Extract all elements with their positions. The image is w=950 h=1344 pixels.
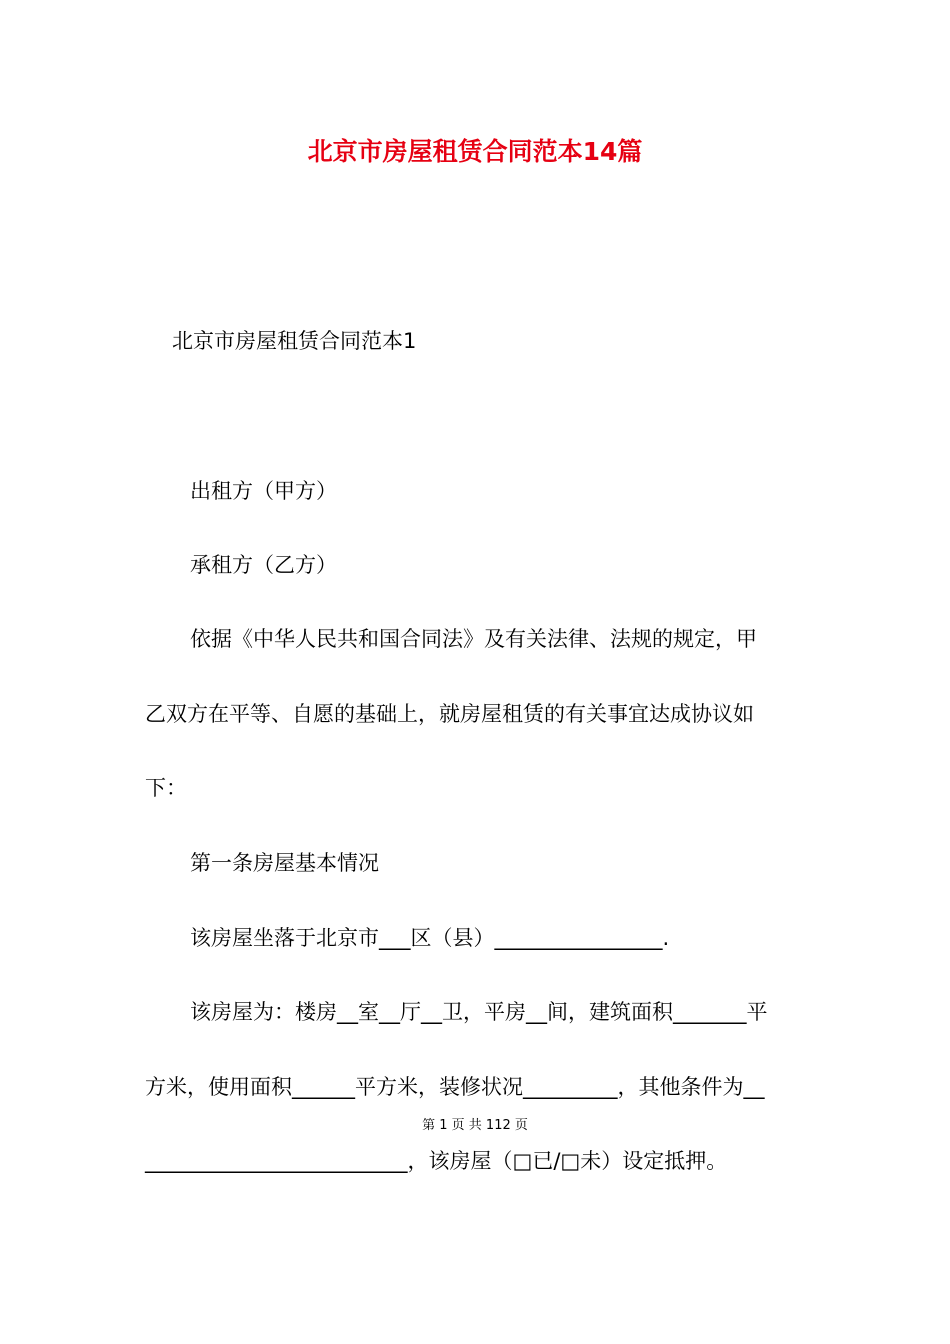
preamble-line-3: 下： bbox=[145, 776, 187, 800]
lessor-label: 出租方（甲方） bbox=[190, 479, 337, 503]
preamble-line-2: 乙双方在平等、自愿的基础上，就房屋租赁的有关事宜达成协议如 bbox=[145, 702, 754, 726]
house-desc-line-3: _________________________，该房屋（□已/□未）设定抵押。 bbox=[145, 1149, 728, 1173]
lessee-label: 承租方（乙方） bbox=[190, 553, 337, 577]
section-heading: 北京市房屋租赁合同范本1 bbox=[172, 329, 417, 353]
house-desc-line-1: 该房屋为：楼房__室__厅__卫，平房__间，建筑面积_______平 bbox=[190, 1000, 768, 1024]
article-1-title: 第一条房屋基本情况 bbox=[190, 851, 379, 875]
page-footer: 第 1 页 共 112 页 bbox=[422, 1118, 528, 1133]
location-line: 该房屋坐落于北京市___区（县）________________. bbox=[190, 926, 670, 950]
page-title: 北京市房屋租赁合同范本14篇 bbox=[307, 137, 643, 166]
preamble-line-1: 依据《中华人民共和国合同法》及有关法律、法规的规定，甲 bbox=[190, 627, 757, 651]
house-desc-line-2: 方米，使用面积______平方米，装修状况_________，其他条件为__ bbox=[145, 1075, 765, 1099]
